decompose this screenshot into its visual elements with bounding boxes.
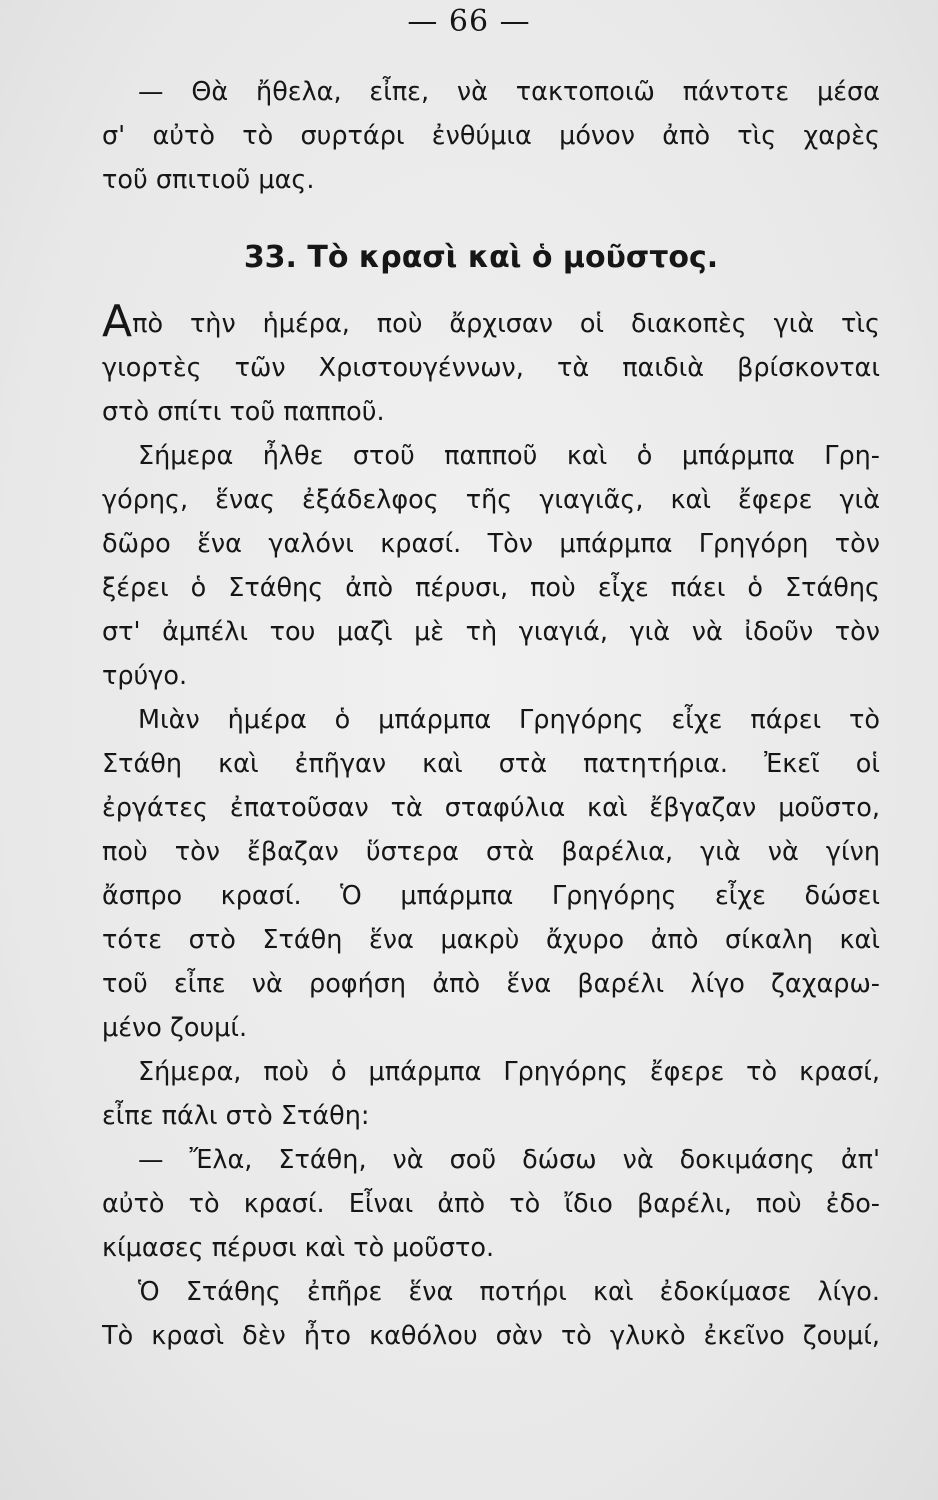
text-line: ἄσπρο κρασί. Ὁ μπάρμπα Γρηγόρης εἶχε δώσει — [102, 881, 880, 911]
text-line: γόρης, ἕνας ἐξάδελφος τῆς γιαγιᾶς, καὶ ἔφερε γιὰ — [102, 485, 880, 515]
paragraph-2 — [102, 434, 880, 698]
text-line: στ' ἀμπέλι του μαζὶ μὲ τὴ γιαγιά, γιὰ νὰ ἰδοῦν τὸν — [102, 617, 880, 647]
text-line: Στάθη καὶ ἐπῆγαν καὶ στὰ πατητήρια. Ἐκεῖ οἱ — [102, 749, 880, 779]
chapter-title: 33. Τὸ κρασὶ καὶ ὁ μοῦστος. — [243, 240, 719, 275]
text-line-rest: πὸ τὴν ἡμέρα, ποὺ ἄρχισαν οἱ διακοπὲς γιὰ τὶς — [132, 309, 880, 339]
text-line: τρύγο. — [102, 661, 188, 691]
text-block — [102, 70, 880, 1358]
text-line: κίμασες πέρυσι καὶ τὸ μοῦστο. — [102, 1233, 495, 1263]
paragraph-5 — [102, 1138, 880, 1270]
text-line: Μιὰν ἡμέρα ὁ μπάρμπα Γρηγόρης εἶχε πάρει τὸ — [138, 705, 880, 735]
paragraph-1 — [102, 302, 880, 434]
text-line — [102, 302, 880, 346]
drop-cap: Α — [102, 302, 133, 346]
text-line: τοῦ σπιτιοῦ μας. — [102, 165, 315, 195]
text-line: σ' αὐτὸ τὸ συρτάρι ἐνθύμια μόνον ἀπὸ τὶς χαρὲς — [102, 121, 880, 151]
text-line: μένο ζουμί. — [102, 1013, 248, 1043]
text-line: Σήμερα ἦλθε στοῦ παπποῦ καὶ ὁ μπάρμπα Γρη- — [138, 441, 880, 471]
text-line: εἶπε πάλι στὸ Στάθη: — [102, 1101, 370, 1131]
paragraph-6 — [102, 1270, 880, 1358]
text-line: τοῦ εἶπε νὰ ροφήση ἀπὸ ἕνα βαρέλι λίγο ζαχαρω- — [102, 969, 880, 999]
intro-quote — [102, 70, 880, 202]
text-line: ποὺ τὸν ἔβαζαν ὕστερα στὰ βαρέλια, γιὰ νὰ γίνη — [102, 837, 880, 867]
page-number: — 66 — — [407, 4, 531, 39]
paragraph-4 — [102, 1050, 880, 1138]
text-line: δῶρο ἕνα γαλόνι κρασί. Τὸν μπάρμπα Γρηγόρη τὸν — [102, 529, 880, 559]
text-line: Σήμερα, ποὺ ὁ μπάρμπα Γρηγόρης ἔφερε τὸ κρασί, — [138, 1057, 880, 1087]
text-line: ξέρει ὁ Στάθης ἀπὸ πέρυσι, ποὺ εἶχε πάει ὁ Στάθης — [102, 573, 880, 603]
text-line: τότε στὸ Στάθη ἕνα μακρὺ ἄχυρο ἀπὸ σίκαλη καὶ — [102, 925, 880, 955]
text-line: στὸ σπίτι τοῦ παπποῦ. — [102, 397, 385, 427]
text-line: — Θὰ ἤθελα, εἶπε, νὰ τακτοποιῶ πάντοτε μέσα — [138, 77, 880, 107]
text-line: — Ἔλα, Στάθη, νὰ σοῦ δώσω νὰ δοκιμάσης ἀπ' — [138, 1145, 880, 1175]
text-line: Ὁ Στάθης ἐπῆρε ἕνα ποτήρι καὶ ἐδοκίμασε λίγο. — [138, 1277, 880, 1307]
text-line: Τὸ κρασὶ δὲν ἦτο καθόλου σὰν τὸ γλυκὸ ἐκεῖνο ζουμί, — [102, 1321, 880, 1351]
text-line: αὐτὸ τὸ κρασί. Εἶναι ἀπὸ τὸ ἴδιο βαρέλι, ποὺ ἐδο- — [102, 1189, 880, 1219]
text-line: ἐργάτες ἐπατοῦσαν τὰ σταφύλια καὶ ἔβγαζαν μοῦστο, — [102, 793, 880, 823]
paragraph-3 — [102, 698, 880, 1050]
text-line: γιορτὲς τῶν Χριστουγέννων, τὰ παιδιὰ βρίσκονται — [102, 353, 880, 383]
